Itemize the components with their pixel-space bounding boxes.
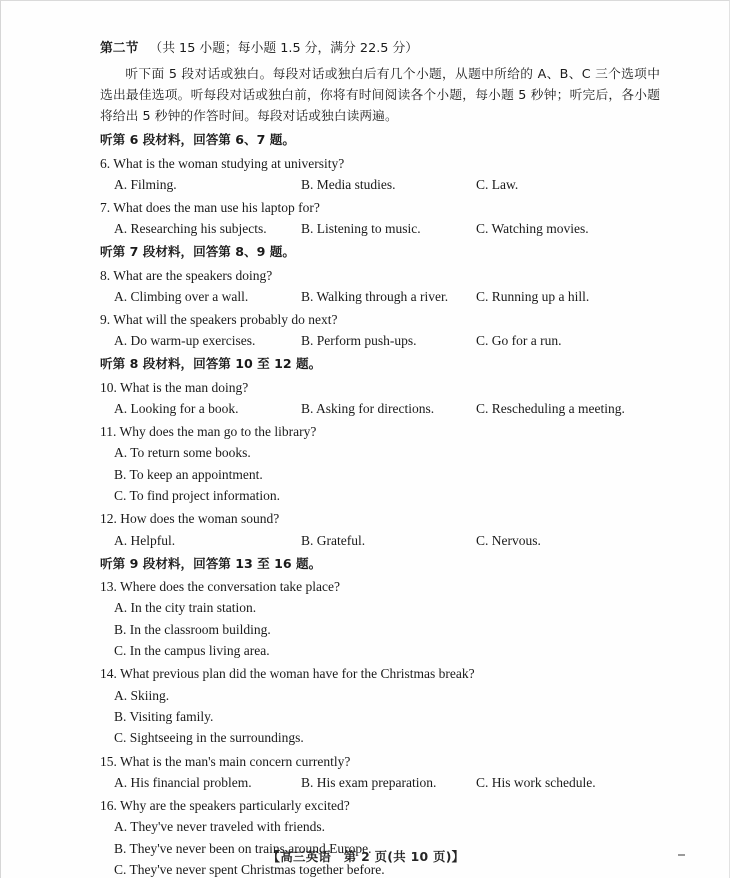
page-content <box>100 39 660 880</box>
option-row <box>100 772 660 793</box>
question-stem: 10. What is the man doing? <box>100 379 249 395</box>
page-number-badge: 【高三英语 第 2 页(共 10 页)】 <box>267 849 465 864</box>
answer-option[interactable]: C. Rescheduling a meeting. <box>476 401 625 417</box>
answer-option[interactable]: B. Asking for directions. <box>301 401 435 417</box>
question <box>100 377 660 419</box>
question <box>100 197 660 239</box>
answer-option[interactable]: C. They've never spent Christmas together before. <box>114 862 385 878</box>
answer-option[interactable]: B. Listening to music. <box>301 221 421 237</box>
answer-option[interactable]: A. Helpful. <box>114 532 176 548</box>
answer-option[interactable]: C. Go for a run. <box>476 333 562 349</box>
answer-option[interactable]: A. His financial problem. <box>114 775 252 791</box>
answer-option[interactable]: A. Looking for a book. <box>114 401 239 417</box>
question <box>100 663 660 748</box>
answer-option[interactable]: B. Media studies. <box>301 177 396 193</box>
question <box>100 421 660 506</box>
answer-option[interactable]: B. Perform push-ups. <box>301 333 417 349</box>
answer-option[interactable]: B. Grateful. <box>301 532 366 548</box>
answer-option[interactable]: B. His exam preparation. <box>301 775 437 791</box>
question-stem: 12. How does the woman sound? <box>100 511 280 527</box>
answer-option[interactable]: B. Walking through a river. <box>301 289 449 305</box>
answer-option[interactable]: A. Researching his subjects. <box>114 221 267 237</box>
section-label: 第二节 <box>100 41 139 56</box>
answer-option[interactable]: A. Climbing over a wall. <box>114 289 249 305</box>
question-stem: 16. Why are the speakers particularly excited? <box>100 798 350 814</box>
question <box>100 265 660 307</box>
question <box>100 309 660 351</box>
question-groups <box>100 130 660 880</box>
answer-option[interactable]: B. To keep an appointment. <box>114 466 263 482</box>
listening-material-heading: 听第 7 段材料，回答第 8、9 题。 <box>100 244 295 260</box>
answer-option[interactable]: C. Law. <box>476 177 519 193</box>
question-stem: 7. What does the man use his laptop for? <box>100 200 320 216</box>
question-stem: 15. What is the man's main concern currently? <box>100 753 351 769</box>
answer-option[interactable]: C. Running up a hill. <box>476 289 590 305</box>
question-stem: 8. What are the speakers doing? <box>100 267 273 283</box>
section-instructions: 听下面 5 段对话或独白。每段对话或独白后有几个小题，从题中所给的 A、B、C 三个选项中选出最佳选项。听每段对话或独白前，你将有时间阅读各个小题，每小题 5 秒钟；听完后，各小题将给出 5 秒钟的作答时间。每段对话或独白读两遍。 <box>100 66 660 123</box>
option-row <box>100 218 660 239</box>
question <box>100 153 660 195</box>
question-stem: 6. What is the woman studying at university? <box>100 155 345 171</box>
answer-option[interactable]: A. Filming. <box>114 177 177 193</box>
answer-option[interactable]: C. Sightseeing in the surroundings. <box>114 730 304 746</box>
answer-option[interactable]: B. They've never been on trains around Europe. <box>114 840 372 856</box>
question <box>100 508 660 550</box>
answer-option[interactable]: C. His work schedule. <box>476 775 596 791</box>
section-heading <box>100 39 660 58</box>
question-group <box>100 242 660 351</box>
question <box>100 795 660 880</box>
page-footer <box>1 847 730 866</box>
scan-corner-mark <box>678 854 685 856</box>
question-stem: 11. Why does the man go to the library? <box>100 424 317 440</box>
question-group <box>100 130 660 239</box>
listening-material-heading: 听第 8 段材料，回答第 10 至 12 题。 <box>100 356 322 372</box>
option-row <box>100 174 660 195</box>
listening-material-heading: 听第 6 段材料，回答第 6、7 题。 <box>100 132 295 148</box>
answer-option[interactable]: A. In the city train station. <box>114 600 257 616</box>
section-score: （共 15 小题；每小题 1.5 分，满分 22.5 分） <box>149 41 419 56</box>
option-row <box>100 398 660 419</box>
question <box>100 576 660 661</box>
option-row <box>100 530 660 551</box>
answer-option[interactable]: B. In the classroom building. <box>114 621 271 637</box>
question-stem: 14. What previous plan did the woman have for the Christmas break? <box>100 666 475 682</box>
question <box>100 751 660 793</box>
listening-material-heading: 听第 9 段材料，回答第 13 至 16 题。 <box>100 555 322 571</box>
answer-option[interactable]: C. Nervous. <box>476 532 541 548</box>
answer-option[interactable]: C. In the campus living area. <box>114 643 270 659</box>
option-row <box>100 286 660 307</box>
option-row <box>100 330 660 351</box>
answer-option[interactable]: A. Do warm-up exercises. <box>114 333 256 349</box>
question-stem: 13. Where does the conversation take place? <box>100 579 341 595</box>
answer-option[interactable]: A. They've never traveled with friends. <box>114 819 325 835</box>
question-group <box>100 554 660 880</box>
answer-option[interactable]: C. To find project information. <box>114 488 281 504</box>
answer-option[interactable]: C. Watching movies. <box>476 221 589 237</box>
answer-option[interactable]: B. Visiting family. <box>114 709 214 725</box>
answer-option[interactable]: A. To return some books. <box>114 445 251 461</box>
question-group <box>100 354 660 550</box>
answer-option[interactable]: A. Skiing. <box>114 687 170 703</box>
question-stem: 9. What will the speakers probably do next? <box>100 312 338 328</box>
